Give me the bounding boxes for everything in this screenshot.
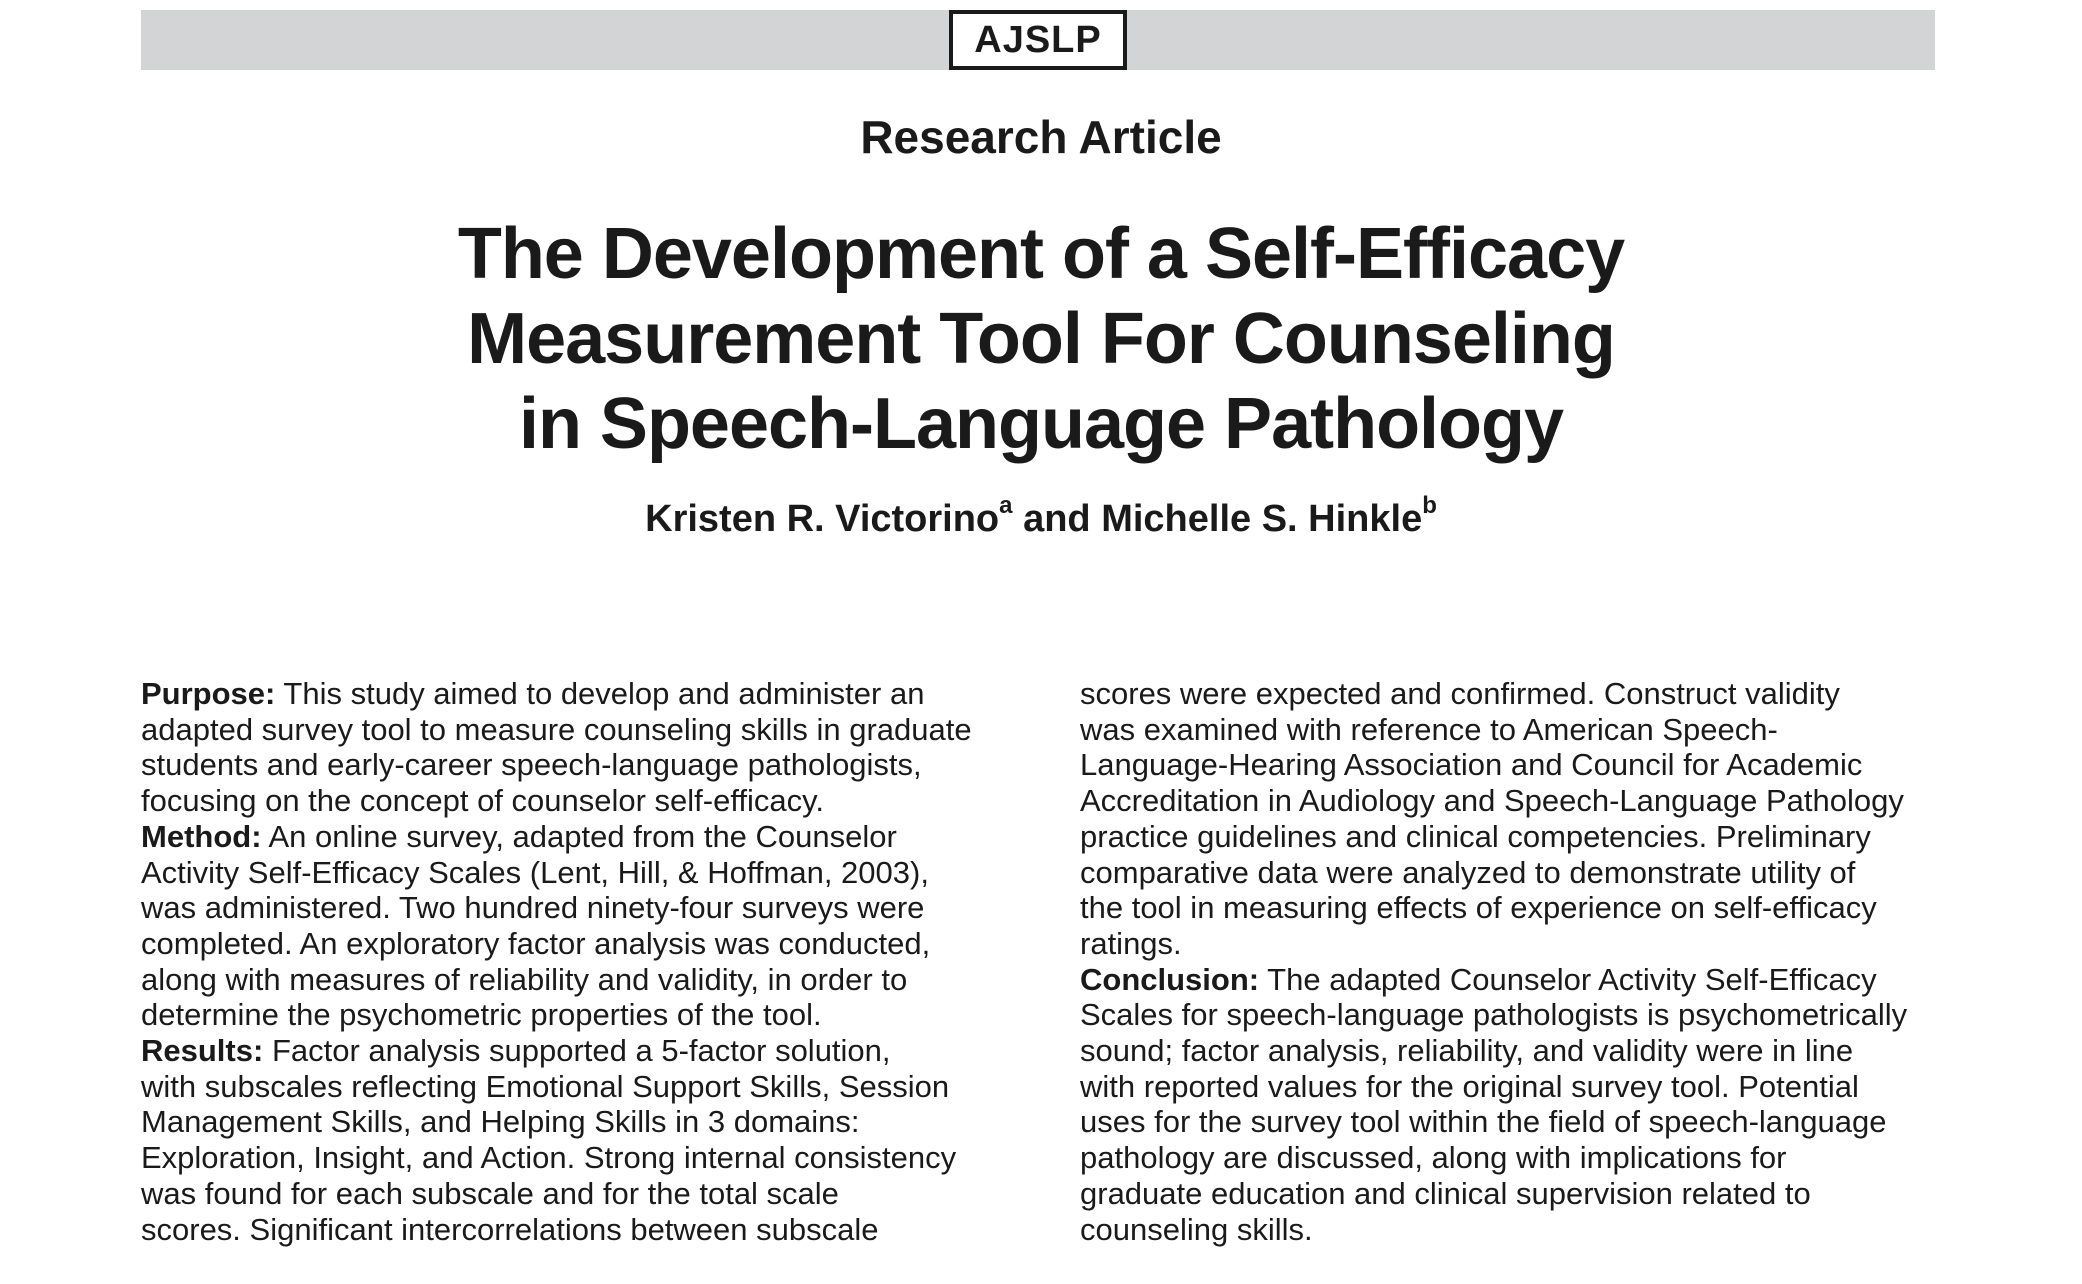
abstract-line: Language-Hearing Association and Council for Academic	[1080, 747, 1863, 783]
title-line: in Speech-Language Pathology	[518, 384, 1564, 464]
abstract-line: Activity Self-Efficacy Scales (Lent, Hill, & Hoffman, 2003),	[141, 854, 929, 890]
abstract-line: Management Skills, and Helping Skills in 3 domains:	[141, 1104, 860, 1140]
abstract-line: the tool in measuring effects of experience on self-efficacy	[1080, 890, 1877, 926]
abstract-text: The adapted Counselor Activity Self-Efficacy	[1267, 961, 1877, 997]
author-list	[0, 492, 2082, 541]
abstract-text: This study aimed to develop and administer an	[283, 676, 925, 711]
purpose-label: Purpose:	[141, 676, 276, 711]
abstract-line: scores. Significant intercorrelations between subscale	[141, 1211, 879, 1247]
title-line: The Development of a Self-Efficacy	[457, 214, 1625, 294]
abstract-line: was found for each subscale and for the total scale	[141, 1175, 839, 1211]
method-label: Method:	[141, 818, 262, 854]
abstract-line: sound; factor analysis, reliability, and validity were in line	[1080, 1033, 1854, 1069]
abstract-line	[1080, 962, 1960, 998]
abstract-line: along with measures of reliability and validity, in order to	[141, 961, 908, 997]
abstract-line: students and early-career speech-language pathologists,	[141, 747, 922, 783]
abstract-line	[141, 676, 1021, 712]
abstract-text: Factor analysis supported a 5-factor solution,	[271, 1033, 891, 1069]
abstract-line: adapted survey tool to measure counseling skills in graduate	[141, 711, 972, 747]
abstract-left-column	[141, 676, 1021, 1247]
abstract-line: uses for the survey tool within the field of speech-language	[1080, 1104, 1887, 1140]
abstract-line: was administered. Two hundred ninety-four surveys were	[141, 890, 925, 926]
abstract-line: was examined with reference to American Speech-	[1080, 711, 1778, 747]
article-title	[341, 212, 1741, 467]
abstract-line: comparative data were analyzed to demonstrate utility of	[1080, 854, 1856, 890]
author-name: Kristen R. Victorino	[645, 498, 1000, 540]
abstract-line: pathology are discussed, along with implications for	[1080, 1140, 1787, 1176]
affiliation-marker: a	[999, 492, 1013, 520]
abstract-line: graduate education and clinical supervision related to	[1080, 1175, 1811, 1211]
affiliation-marker: b	[1422, 492, 1437, 520]
author-name: Michelle S. Hinkle	[1101, 498, 1423, 540]
abstract-line: determine the psychometric properties of the tool.	[141, 997, 822, 1033]
journal-badge: AJSLP	[949, 10, 1127, 70]
conclusion-label: Conclusion:	[1080, 961, 1260, 997]
abstract-line: scores were expected and confirmed. Construct validity	[1080, 676, 1840, 711]
abstract-line: with subscales reflecting Emotional Support Skills, Session	[141, 1068, 950, 1104]
abstract-line: counseling skills.	[1080, 1211, 1313, 1247]
abstract-text: An online survey, adapted from the Counselor	[268, 818, 897, 854]
abstract-line	[141, 1033, 1021, 1069]
abstract-line: Accreditation in Audiology and Speech-Language Pathology	[1080, 783, 1904, 819]
abstract-line: with reported values for the original survey tool. Potential	[1080, 1068, 1859, 1104]
abstract-line: completed. An exploratory factor analysis was conducted,	[141, 925, 931, 961]
abstract-line: ratings.	[1080, 925, 1182, 961]
article-type: Research Article	[860, 111, 1222, 163]
title-line: Measurement Tool For Counseling	[467, 299, 1615, 379]
author-conjunction: and	[1023, 498, 1091, 540]
results-label: Results:	[141, 1033, 264, 1069]
abstract-line: practice guidelines and clinical competencies. Preliminary	[1080, 818, 1871, 854]
abstract-line: Exploration, Insight, and Action. Strong internal consistency	[141, 1140, 957, 1176]
abstract-line: focusing on the concept of counselor self-efficacy.	[141, 783, 824, 819]
abstract-line	[141, 819, 1021, 855]
abstract-line: Scales for speech-language pathologists is psychometrically	[1080, 997, 1908, 1033]
abstract-right-column	[1080, 676, 1960, 1247]
